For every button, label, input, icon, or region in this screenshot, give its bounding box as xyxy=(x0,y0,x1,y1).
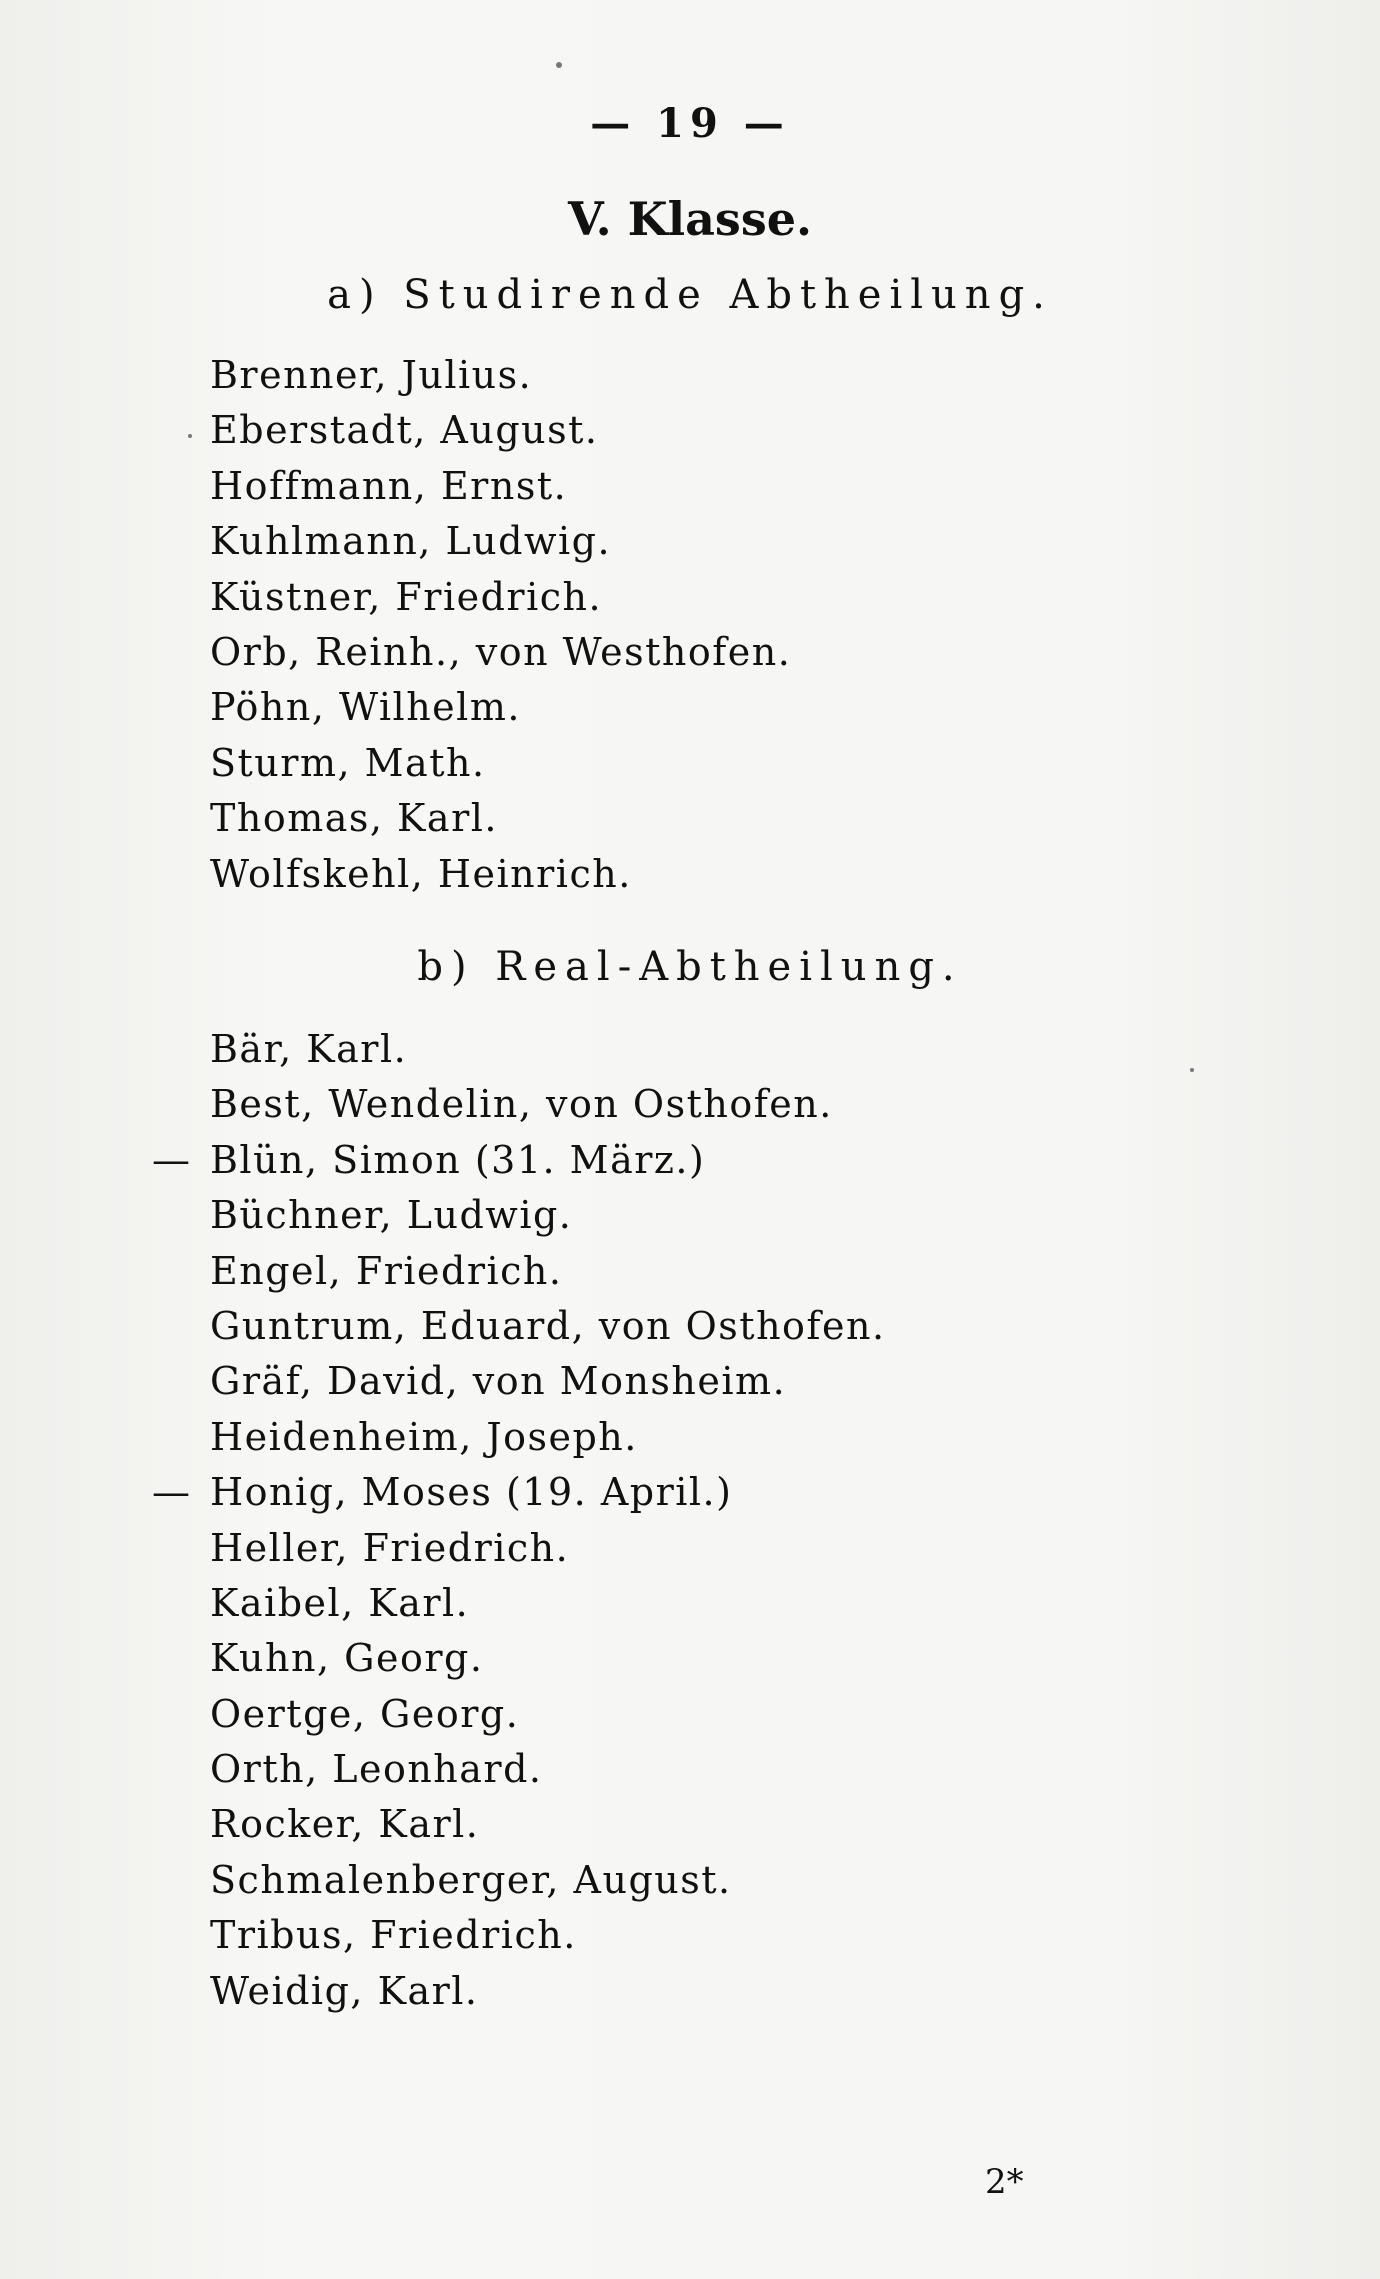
list-item xyxy=(210,1244,886,1299)
student-name: Eberstadt, August. xyxy=(210,408,599,453)
list-item xyxy=(210,1410,886,1465)
list-item xyxy=(210,1687,886,1742)
student-name: Büchner, Ludwig. xyxy=(210,1193,573,1238)
list-item xyxy=(210,1631,886,1686)
student-name: Sturm, Math. xyxy=(210,740,486,785)
list-item xyxy=(210,1077,886,1132)
list-item xyxy=(210,1797,886,1852)
student-name: Orb, Reinh., von Westhofen. xyxy=(210,629,792,674)
list-item xyxy=(210,1299,886,1354)
list-item xyxy=(210,791,791,846)
student-name: Küstner, Friedrich. xyxy=(210,574,603,619)
student-name: Thomas, Karl. xyxy=(210,796,498,841)
list-item xyxy=(210,1742,886,1797)
student-name: Best, Wendelin, von Osthofen. xyxy=(210,1082,833,1127)
list-item xyxy=(210,459,791,514)
student-list-studirende xyxy=(210,348,791,902)
list-item xyxy=(210,1964,886,2019)
ink-spot xyxy=(1190,1068,1194,1072)
list-item xyxy=(210,1022,886,1077)
list-item xyxy=(210,570,791,625)
list-item xyxy=(210,514,791,569)
list-item xyxy=(152,1465,886,1520)
student-name: Oertge, Georg. xyxy=(210,1691,520,1736)
student-list-real xyxy=(152,1022,886,2019)
list-item xyxy=(210,1576,886,1631)
section-heading-studirende: a) Studirende Abtheilung. xyxy=(327,272,1053,318)
student-name: Heller, Friedrich. xyxy=(210,1525,570,1570)
page-number: — 19 — xyxy=(590,100,790,147)
student-name: Kuhn, Georg. xyxy=(210,1636,484,1681)
departure-dash: — xyxy=(152,1470,192,1515)
list-item xyxy=(210,1188,886,1243)
student-name: Kaibel, Karl. xyxy=(210,1580,470,1625)
list-item xyxy=(210,736,791,791)
list-item xyxy=(210,1908,886,1963)
student-name: Hoffmann, Ernst. xyxy=(210,463,568,508)
student-name: Rocker, Karl. xyxy=(210,1802,480,1847)
student-name: Kuhlmann, Ludwig. xyxy=(210,519,612,564)
list-item xyxy=(210,348,791,403)
student-name: Wolfskehl, Heinrich. xyxy=(210,851,632,896)
section-heading-real: b) Real-Abtheilung. xyxy=(417,944,963,990)
ink-spot xyxy=(556,62,562,68)
list-item xyxy=(210,1521,886,1576)
list-item xyxy=(210,1853,886,1908)
departure-dash: — xyxy=(152,1137,192,1182)
ink-spot xyxy=(188,434,192,438)
student-name: Guntrum, Eduard, von Osthofen. xyxy=(210,1303,886,1348)
student-name: Gräf, David, von Monsheim. xyxy=(210,1359,787,1404)
class-title: V. Klasse. xyxy=(567,192,812,246)
student-name: Brenner, Julius. xyxy=(210,353,533,397)
student-name: Pöhn, Wilhelm. xyxy=(210,685,521,730)
student-name: Orth, Leonhard. xyxy=(210,1747,543,1792)
list-item xyxy=(210,403,791,458)
list-item xyxy=(210,1354,886,1409)
student-name: Schmalenberger, August. xyxy=(210,1857,732,1902)
student-name: Heidenheim, Joseph. xyxy=(210,1414,638,1459)
student-name: Weidig, Karl. xyxy=(210,1968,479,2013)
student-name: Bär, Karl. xyxy=(210,1027,408,1071)
student-name: Blün, Simon (31. März.) xyxy=(210,1137,706,1182)
list-item xyxy=(210,680,791,735)
list-item xyxy=(210,625,791,680)
list-item xyxy=(152,1133,886,1188)
student-name: Honig, Moses (19. April.) xyxy=(210,1470,733,1515)
student-name: Tribus, Friedrich. xyxy=(210,1913,577,1958)
signature-mark: 2* xyxy=(985,2162,1024,2202)
list-item xyxy=(210,847,791,902)
student-name: Engel, Friedrich. xyxy=(210,1248,563,1293)
